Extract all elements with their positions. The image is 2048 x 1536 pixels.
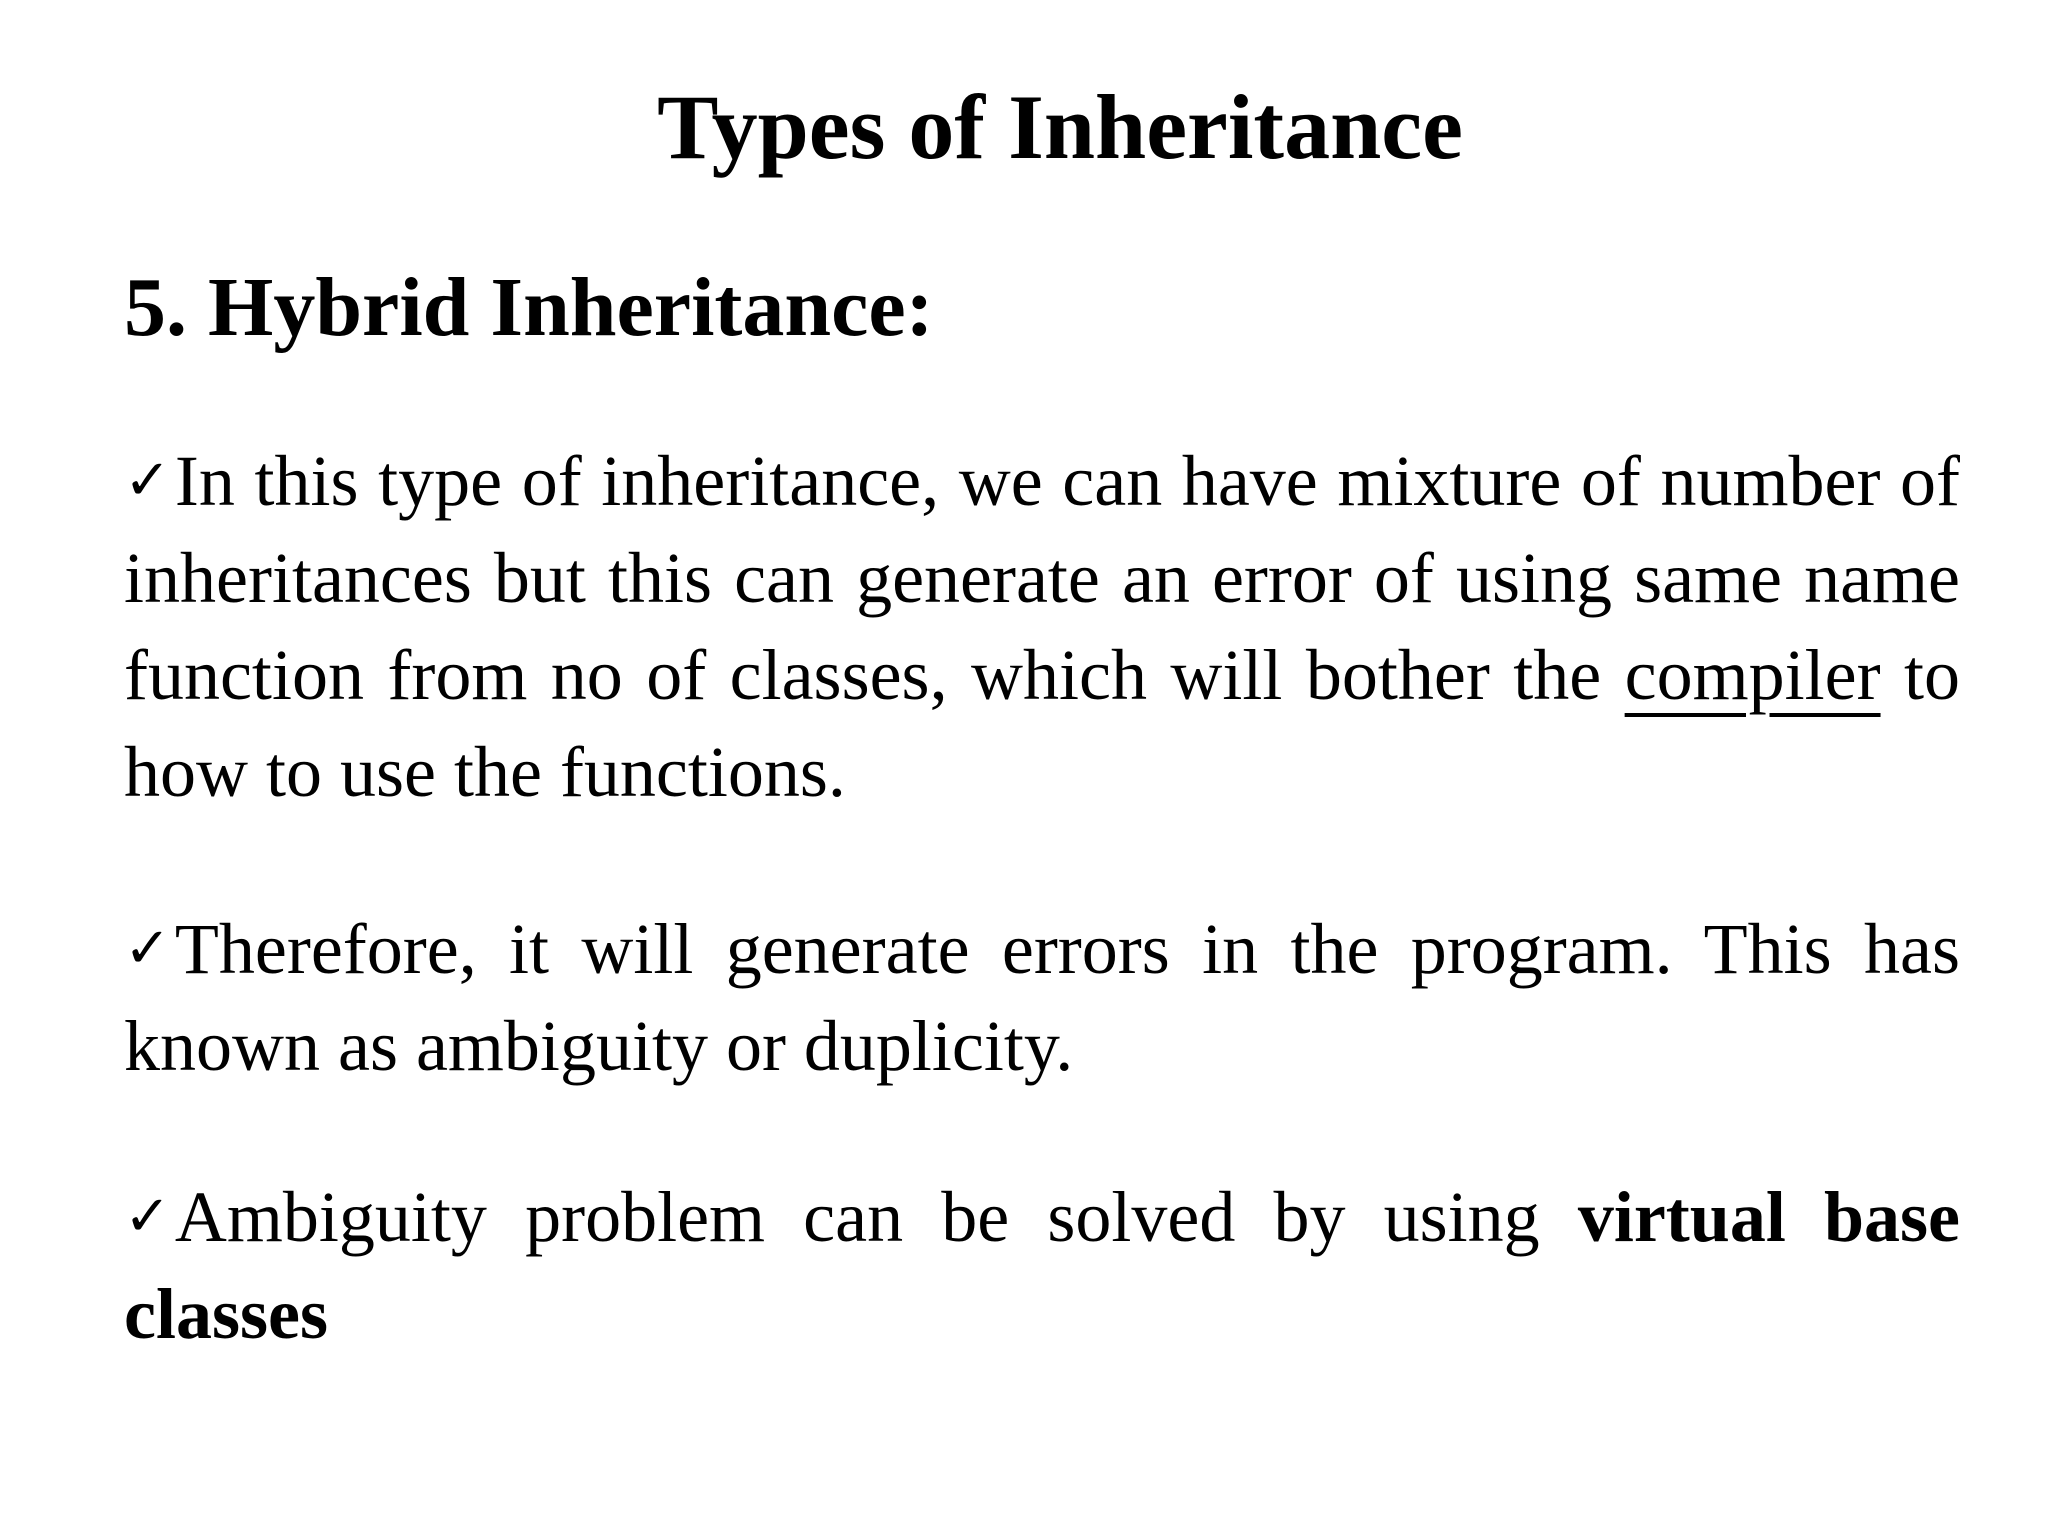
bullet-1-text-end: to how to use the functions. [124, 635, 1960, 812]
bullet-1 [124, 432, 1960, 821]
bullet-1-text-start: In this type of inheritance, we can have mixture of number of inheritances but this can generate an error of using same name function from no of classes, which will bother the [124, 441, 1960, 715]
bullet-3-bold-term: virtual base classes [124, 1177, 1961, 1354]
check-mark-icon: ✓ [124, 916, 171, 981]
bullet-3-text: Ambiguity problem can be solved by using [174, 1177, 1578, 1257]
check-mark-icon: ✓ [124, 448, 171, 513]
bullet-2 [124, 900, 1960, 1095]
bullet-2-text: Therefore, it will generate errors in the program. This has known as ambiguity or duplicity. [124, 909, 1960, 1086]
check-mark-icon: ✓ [124, 1184, 171, 1249]
bullet-1-underlined-term: compiler [1624, 635, 1881, 715]
section-heading: 5. Hybrid Inheritance: [124, 261, 934, 354]
bullet-3 [124, 1168, 1960, 1363]
slide-title: Types of Inheritance [657, 76, 1463, 178]
